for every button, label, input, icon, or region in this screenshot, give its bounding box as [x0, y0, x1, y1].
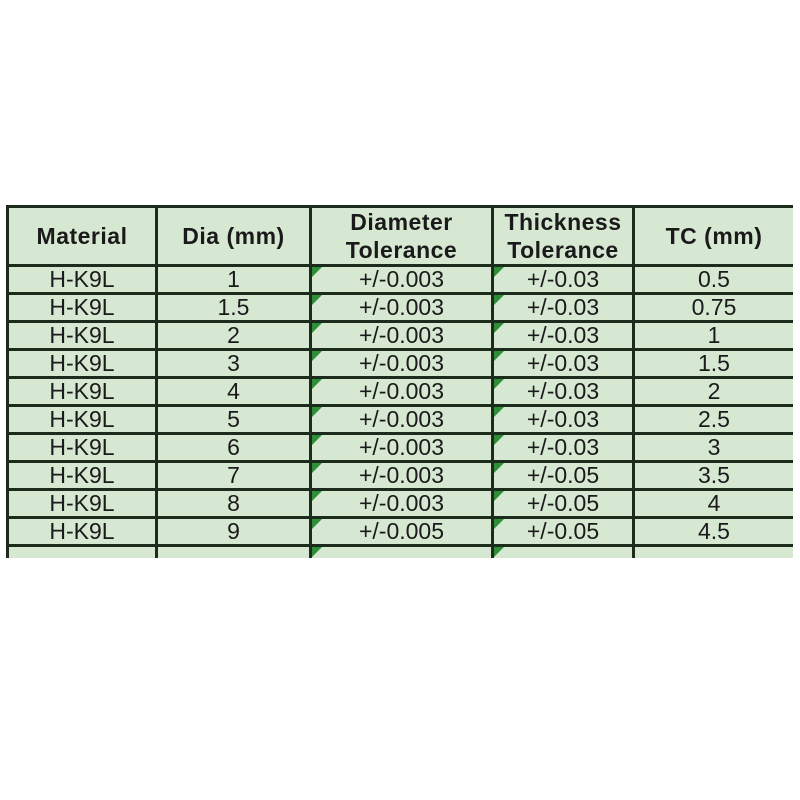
spec-table-container: [6, 205, 793, 558]
cell-value: +/-0.03: [526, 266, 600, 293]
cell-value: 0.75: [691, 294, 737, 321]
cell-diameter-tolerance: [311, 518, 493, 546]
cell-dia-mm: [157, 406, 311, 434]
cell-diameter-tolerance: [311, 266, 493, 294]
cell-diameter-tolerance: [311, 378, 493, 406]
cell-value: +/-0.003: [358, 462, 445, 489]
cell-value: +/-0.003: [358, 378, 445, 405]
cell-value: 0.5: [698, 266, 730, 293]
cell-value: +/-0.03: [526, 406, 600, 433]
cell-value: +/-0.003: [358, 294, 445, 321]
cell-value: 5: [227, 406, 240, 433]
cell-flag-triangle-icon: [494, 463, 504, 473]
table-row: [8, 434, 794, 462]
cell-material: [8, 490, 157, 518]
table-row: [8, 378, 794, 406]
header-row: [8, 207, 794, 266]
cell-diameter-tolerance: [311, 434, 493, 462]
cell-dia-mm: [157, 322, 311, 350]
cell-flag-triangle-icon: [494, 435, 504, 445]
cell-diameter-tolerance: [311, 294, 493, 322]
cell-value: H-K9L: [49, 294, 115, 321]
cell-value: 2: [227, 322, 240, 349]
cell-value: 1.5: [217, 294, 250, 321]
cell-value: 8: [227, 490, 240, 517]
cell-flag-triangle-icon: [494, 379, 504, 389]
cell-material: [8, 434, 157, 462]
cell-value: H-K9L: [49, 378, 115, 405]
cell-value: H-K9L: [49, 322, 115, 349]
cell-material: [8, 266, 157, 294]
cell-dia-mm: [157, 434, 311, 462]
col-header-thickness-tolerance: Thickness Tolerance: [493, 207, 634, 266]
table-row: [8, 350, 794, 378]
col-header-diameter-tolerance: Diameter Tolerance: [311, 207, 493, 266]
cell-thickness-tolerance: [493, 294, 634, 322]
col-header-tc-mm: TC (mm): [634, 207, 794, 266]
cell-material: [8, 546, 157, 558]
cell-value: 7: [227, 462, 240, 489]
cell-flag-triangle-icon: [312, 547, 322, 557]
cell-flag-triangle-icon: [312, 379, 322, 389]
cell-value: H-K9L: [49, 434, 115, 461]
cell-value: +/-0.03: [526, 322, 600, 349]
cell-flag-triangle-icon: [494, 267, 504, 277]
cell-thickness-tolerance: [493, 406, 634, 434]
cell-dia-mm: [157, 546, 311, 558]
cell-value: +/-0.03: [526, 378, 600, 405]
cell-value: 3: [707, 434, 721, 461]
cell-thickness-tolerance: [493, 462, 634, 490]
cell-value: H-K9L: [49, 518, 115, 545]
cell-thickness-tolerance: [493, 322, 634, 350]
col-header-dia-mm: Dia (mm): [157, 207, 311, 266]
cell-value: H-K9L: [49, 350, 115, 377]
cell-flag-triangle-icon: [494, 295, 504, 305]
cell-tc-mm: [634, 322, 794, 350]
cell-material: [8, 322, 157, 350]
cell-value: 4.5: [698, 518, 730, 545]
cell-value: +/-0.03: [526, 294, 600, 321]
cell-flag-triangle-icon: [494, 519, 504, 529]
cell-value: +/-0.003: [358, 434, 445, 461]
cell-value: +/-0.05: [526, 518, 600, 545]
cell-tc-mm: [634, 266, 794, 294]
cell-material: [8, 518, 157, 546]
cell-flag-triangle-icon: [312, 351, 322, 361]
cell-thickness-tolerance: [493, 434, 634, 462]
cell-thickness-tolerance: [493, 266, 634, 294]
cell-value: 2.5: [698, 406, 730, 433]
cell-value: H-K9L: [49, 490, 115, 517]
cell-flag-triangle-icon: [312, 435, 322, 445]
table-row: [8, 294, 794, 322]
cell-thickness-tolerance: [493, 546, 634, 558]
cell-flag-triangle-icon: [312, 323, 322, 333]
spec-table: [6, 205, 793, 558]
cell-value: +/-0.003: [358, 406, 445, 433]
cell-value: 4: [707, 490, 721, 517]
cell-value: +/-0.05: [526, 462, 600, 489]
cell-flag-triangle-icon: [312, 491, 322, 501]
cell-flag-triangle-icon: [312, 519, 322, 529]
cell-flag-triangle-icon: [494, 547, 504, 557]
cell-tc-mm: [634, 518, 794, 546]
cell-value: H-K9L: [49, 266, 115, 293]
cell-flag-triangle-icon: [312, 295, 322, 305]
cell-dia-mm: [157, 490, 311, 518]
cell-flag-triangle-icon: [312, 407, 322, 417]
cell-thickness-tolerance: [493, 378, 634, 406]
col-header-material: Material: [8, 207, 157, 266]
cell-value: 3: [227, 350, 240, 377]
cell-value: +/-0.003: [358, 322, 445, 349]
cell-value: +/-0.003: [358, 266, 445, 293]
cell-value: 2: [707, 378, 721, 405]
cell-material: [8, 350, 157, 378]
cell-tc-mm: [634, 462, 794, 490]
cell-tc-mm: [634, 294, 794, 322]
cell-dia-mm: [157, 266, 311, 294]
cell-value: H-K9L: [49, 406, 115, 433]
cell-value: +/-0.005: [358, 518, 445, 545]
partial-row: [8, 546, 794, 558]
cell-value: +/-0.003: [358, 350, 445, 377]
table-body: [8, 266, 794, 558]
cell-value: H-K9L: [49, 462, 115, 489]
table-row: [8, 462, 794, 490]
table-row: [8, 518, 794, 546]
table-row: [8, 406, 794, 434]
cell-value: +/-0.03: [526, 350, 600, 377]
cell-flag-triangle-icon: [494, 407, 504, 417]
cell-diameter-tolerance: [311, 406, 493, 434]
cell-tc-mm: [634, 406, 794, 434]
cell-tc-mm: [634, 378, 794, 406]
cell-value: 1.5: [698, 350, 730, 377]
cell-value: 6: [227, 434, 240, 461]
cell-material: [8, 378, 157, 406]
cell-value: +/-0.05: [526, 490, 600, 517]
cell-value: 1: [707, 322, 721, 349]
cell-tc-mm: [634, 490, 794, 518]
cell-flag-triangle-icon: [494, 351, 504, 361]
cell-material: [8, 294, 157, 322]
cell-flag-triangle-icon: [494, 323, 504, 333]
cell-thickness-tolerance: [493, 490, 634, 518]
cell-thickness-tolerance: [493, 518, 634, 546]
cell-flag-triangle-icon: [312, 463, 322, 473]
cell-diameter-tolerance: [311, 546, 493, 558]
cell-value: 3.5: [698, 462, 730, 489]
cell-flag-triangle-icon: [312, 267, 322, 277]
cell-diameter-tolerance: [311, 322, 493, 350]
cell-diameter-tolerance: [311, 462, 493, 490]
cell-flag-triangle-icon: [494, 491, 504, 501]
cell-tc-mm: [634, 434, 794, 462]
cell-diameter-tolerance: [311, 350, 493, 378]
cell-dia-mm: [157, 378, 311, 406]
cell-diameter-tolerance: [311, 490, 493, 518]
cell-material: [8, 462, 157, 490]
table-row: [8, 490, 794, 518]
cell-tc-mm: [634, 350, 794, 378]
cell-value: +/-0.03: [526, 434, 600, 461]
cell-value: 1: [227, 266, 240, 293]
cell-value: +/-0.003: [358, 490, 445, 517]
cell-dia-mm: [157, 518, 311, 546]
table-row: [8, 322, 794, 350]
cell-material: [8, 406, 157, 434]
cell-dia-mm: [157, 350, 311, 378]
cell-value: 9: [227, 518, 240, 545]
cell-dia-mm: [157, 462, 311, 490]
cell-dia-mm: [157, 294, 311, 322]
cell-value: 4: [227, 378, 240, 405]
table-row: [8, 266, 794, 294]
cell-thickness-tolerance: [493, 350, 634, 378]
cell-tc-mm: [634, 546, 794, 558]
